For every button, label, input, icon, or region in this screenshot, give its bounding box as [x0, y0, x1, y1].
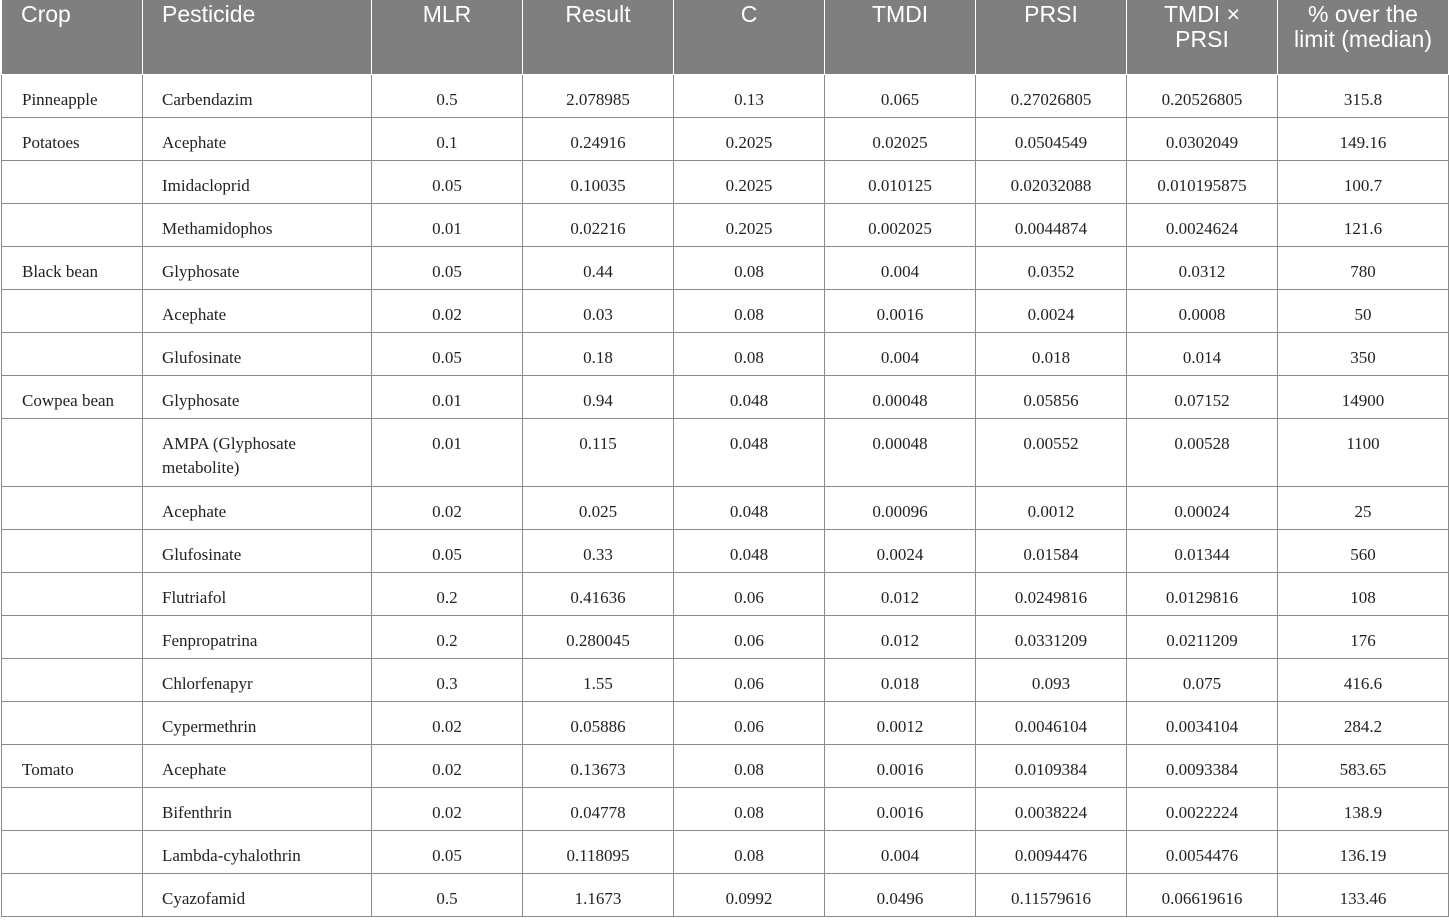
cell-result: 0.44	[523, 246, 674, 289]
cell-percent-over-limit: 136.19	[1278, 830, 1449, 873]
table-row	[2, 529, 1449, 572]
cell-result: 0.03	[523, 289, 674, 332]
cell-tmdi-x-prsi: 0.0129816	[1127, 572, 1278, 615]
cell-result: 1.1673	[523, 873, 674, 916]
table-header	[2, 0, 1449, 74]
table-row	[2, 246, 1449, 289]
cell-tmdi: 0.0016	[825, 289, 976, 332]
cell-crop	[2, 658, 143, 701]
cell-prsi: 0.05856	[976, 375, 1127, 418]
cell-c: 0.2025	[674, 203, 825, 246]
cell-prsi: 0.018	[976, 332, 1127, 375]
cell-crop	[2, 289, 143, 332]
header-prsi: PRSI	[976, 0, 1127, 74]
cell-tmdi: 0.012	[825, 572, 976, 615]
cell-crop	[2, 203, 143, 246]
cell-c: 0.06	[674, 572, 825, 615]
cell-c: 0.08	[674, 744, 825, 787]
cell-tmdi: 0.0496	[825, 873, 976, 916]
cell-tmdi-x-prsi: 0.01344	[1127, 529, 1278, 572]
cell-percent-over-limit: 138.9	[1278, 787, 1449, 830]
cell-tmdi-x-prsi: 0.00024	[1127, 486, 1278, 529]
cell-c: 0.06	[674, 701, 825, 744]
cell-pesticide: Bifenthrin	[143, 787, 372, 830]
cell-pesticide: Glyphosate	[143, 246, 372, 289]
cell-prsi: 0.0352	[976, 246, 1127, 289]
cell-tmdi: 0.00048	[825, 375, 976, 418]
cell-percent-over-limit: 560	[1278, 529, 1449, 572]
cell-percent-over-limit: 284.2	[1278, 701, 1449, 744]
cell-mlr: 0.2	[372, 572, 523, 615]
cell-percent-over-limit: 50	[1278, 289, 1449, 332]
cell-result: 0.115	[523, 418, 674, 486]
cell-mlr: 0.5	[372, 873, 523, 916]
cell-mlr: 0.01	[372, 375, 523, 418]
cell-mlr: 0.01	[372, 203, 523, 246]
cell-crop	[2, 615, 143, 658]
cell-pesticide: Acephate	[143, 117, 372, 160]
cell-result: 0.94	[523, 375, 674, 418]
cell-crop: Tomato	[2, 744, 143, 787]
cell-c: 0.06	[674, 658, 825, 701]
cell-crop	[2, 332, 143, 375]
cell-tmdi: 0.065	[825, 74, 976, 117]
cell-mlr: 0.5	[372, 74, 523, 117]
table-row	[2, 74, 1449, 117]
cell-result: 0.025	[523, 486, 674, 529]
cell-tmdi-x-prsi: 0.075	[1127, 658, 1278, 701]
table-row	[2, 160, 1449, 203]
header-percent-over-limit-line1: % over the	[1308, 1, 1418, 27]
cell-result: 0.04778	[523, 787, 674, 830]
cell-tmdi: 0.0016	[825, 744, 976, 787]
cell-tmdi: 0.002025	[825, 203, 976, 246]
cell-c: 0.2025	[674, 117, 825, 160]
cell-pesticide: Glufosinate	[143, 529, 372, 572]
cell-tmdi-x-prsi: 0.010195875	[1127, 160, 1278, 203]
cell-percent-over-limit: 133.46	[1278, 873, 1449, 916]
cell-crop	[2, 701, 143, 744]
cell-tmdi-x-prsi: 0.0211209	[1127, 615, 1278, 658]
cell-c: 0.08	[674, 289, 825, 332]
cell-tmdi: 0.0016	[825, 787, 976, 830]
cell-tmdi-x-prsi: 0.0054476	[1127, 830, 1278, 873]
cell-prsi: 0.02032088	[976, 160, 1127, 203]
cell-prsi: 0.01584	[976, 529, 1127, 572]
header-crop: Crop	[2, 0, 143, 74]
table-row	[2, 701, 1449, 744]
cell-pesticide: Glufosinate	[143, 332, 372, 375]
table-row	[2, 744, 1449, 787]
cell-pesticide: Carbendazim	[143, 74, 372, 117]
table-row	[2, 615, 1449, 658]
cell-c: 0.048	[674, 418, 825, 486]
cell-tmdi: 0.0012	[825, 701, 976, 744]
cell-percent-over-limit: 121.6	[1278, 203, 1449, 246]
cell-tmdi-x-prsi: 0.20526805	[1127, 74, 1278, 117]
cell-pesticide: Chlorfenapyr	[143, 658, 372, 701]
cell-mlr: 0.01	[372, 418, 523, 486]
header-c: C	[674, 0, 825, 74]
cell-tmdi-x-prsi: 0.014	[1127, 332, 1278, 375]
cell-crop	[2, 160, 143, 203]
cell-crop	[2, 787, 143, 830]
header-mlr: MLR	[372, 0, 523, 74]
cell-mlr: 0.05	[372, 830, 523, 873]
cell-tmdi: 0.018	[825, 658, 976, 701]
cell-prsi: 0.0504549	[976, 117, 1127, 160]
cell-percent-over-limit: 176	[1278, 615, 1449, 658]
table-row	[2, 418, 1449, 486]
cell-mlr: 0.02	[372, 787, 523, 830]
cell-tmdi-x-prsi: 0.07152	[1127, 375, 1278, 418]
cell-tmdi-x-prsi: 0.06619616	[1127, 873, 1278, 916]
cell-crop	[2, 572, 143, 615]
cell-mlr: 0.02	[372, 486, 523, 529]
cell-percent-over-limit: 780	[1278, 246, 1449, 289]
cell-tmdi: 0.02025	[825, 117, 976, 160]
cell-result: 0.05886	[523, 701, 674, 744]
cell-mlr: 0.1	[372, 117, 523, 160]
cell-pesticide: Fenpropatrina	[143, 615, 372, 658]
header-percent-over-limit-line2: limit (median)	[1293, 26, 1433, 52]
cell-c: 0.08	[674, 787, 825, 830]
cell-percent-over-limit: 583.65	[1278, 744, 1449, 787]
cell-prsi: 0.0331209	[976, 615, 1127, 658]
cell-percent-over-limit: 350	[1278, 332, 1449, 375]
cell-result: 0.02216	[523, 203, 674, 246]
table-row	[2, 375, 1449, 418]
header-result: Result	[523, 0, 674, 74]
table-body	[2, 74, 1449, 916]
table-row	[2, 332, 1449, 375]
cell-tmdi-x-prsi: 0.0022224	[1127, 787, 1278, 830]
header-tmdi-x-prsi-line2: PRSI	[1175, 26, 1229, 52]
cell-pesticide: AMPA (Glyphosate metabolite)	[143, 418, 372, 486]
cell-crop	[2, 486, 143, 529]
cell-result: 0.280045	[523, 615, 674, 658]
cell-prsi: 0.0109384	[976, 744, 1127, 787]
cell-pesticide: Acephate	[143, 744, 372, 787]
cell-mlr: 0.05	[372, 246, 523, 289]
cell-tmdi-x-prsi: 0.0093384	[1127, 744, 1278, 787]
cell-result: 0.118095	[523, 830, 674, 873]
cell-percent-over-limit: 100.7	[1278, 160, 1449, 203]
cell-c: 0.06	[674, 615, 825, 658]
cell-mlr: 0.02	[372, 744, 523, 787]
cell-c: 0.0992	[674, 873, 825, 916]
table-row	[2, 787, 1449, 830]
cell-tmdi-x-prsi: 0.0034104	[1127, 701, 1278, 744]
cell-tmdi: 0.00096	[825, 486, 976, 529]
cell-pesticide: Acephate	[143, 486, 372, 529]
cell-pesticide: Acephate	[143, 289, 372, 332]
cell-prsi: 0.0249816	[976, 572, 1127, 615]
cell-result: 0.10035	[523, 160, 674, 203]
cell-pesticide: Glyphosate	[143, 375, 372, 418]
table-row	[2, 572, 1449, 615]
cell-crop	[2, 529, 143, 572]
cell-percent-over-limit: 108	[1278, 572, 1449, 615]
cell-mlr: 0.05	[372, 332, 523, 375]
table-row	[2, 203, 1449, 246]
cell-prsi: 0.0012	[976, 486, 1127, 529]
cell-tmdi: 0.004	[825, 830, 976, 873]
cell-result: 0.41636	[523, 572, 674, 615]
table-row	[2, 830, 1449, 873]
cell-prsi: 0.0046104	[976, 701, 1127, 744]
cell-mlr: 0.05	[372, 160, 523, 203]
cell-percent-over-limit: 416.6	[1278, 658, 1449, 701]
cell-prsi: 0.27026805	[976, 74, 1127, 117]
cell-prsi: 0.11579616	[976, 873, 1127, 916]
cell-result: 0.13673	[523, 744, 674, 787]
cell-crop	[2, 873, 143, 916]
cell-tmdi: 0.004	[825, 246, 976, 289]
cell-tmdi-x-prsi: 0.0008	[1127, 289, 1278, 332]
cell-crop	[2, 418, 143, 486]
cell-prsi: 0.093	[976, 658, 1127, 701]
cell-tmdi-x-prsi: 0.0024624	[1127, 203, 1278, 246]
cell-percent-over-limit: 25	[1278, 486, 1449, 529]
cell-tmdi: 0.004	[825, 332, 976, 375]
cell-percent-over-limit: 149.16	[1278, 117, 1449, 160]
cell-tmdi-x-prsi: 0.0302049	[1127, 117, 1278, 160]
cell-tmdi: 0.010125	[825, 160, 976, 203]
cell-tmdi: 0.0024	[825, 529, 976, 572]
table-row	[2, 289, 1449, 332]
cell-result: 0.33	[523, 529, 674, 572]
cell-c: 0.08	[674, 246, 825, 289]
cell-c: 0.13	[674, 74, 825, 117]
cell-mlr: 0.02	[372, 289, 523, 332]
cell-pesticide: Cyazofamid	[143, 873, 372, 916]
cell-result: 0.18	[523, 332, 674, 375]
cell-crop: Pinneapple	[2, 74, 143, 117]
cell-crop: Cowpea bean	[2, 375, 143, 418]
cell-prsi: 0.0038224	[976, 787, 1127, 830]
cell-c: 0.048	[674, 375, 825, 418]
header-tmdi: TMDI	[825, 0, 976, 74]
cell-c: 0.08	[674, 332, 825, 375]
table-row	[2, 658, 1449, 701]
cell-mlr: 0.2	[372, 615, 523, 658]
cell-mlr: 0.02	[372, 701, 523, 744]
cell-prsi: 0.0044874	[976, 203, 1127, 246]
table-row	[2, 117, 1449, 160]
cell-crop: Black bean	[2, 246, 143, 289]
header-percent-over-limit	[1278, 0, 1449, 74]
cell-tmdi-x-prsi: 0.00528	[1127, 418, 1278, 486]
cell-tmdi-x-prsi: 0.0312	[1127, 246, 1278, 289]
cell-pesticide: Cypermethrin	[143, 701, 372, 744]
cell-c: 0.08	[674, 830, 825, 873]
cell-mlr: 0.3	[372, 658, 523, 701]
header-row	[2, 0, 1449, 74]
pesticide-risk-table	[1, 0, 1449, 917]
cell-prsi: 0.0024	[976, 289, 1127, 332]
cell-pesticide: Flutriafol	[143, 572, 372, 615]
header-pesticide: Pesticide	[143, 0, 372, 74]
cell-percent-over-limit: 14900	[1278, 375, 1449, 418]
cell-mlr: 0.05	[372, 529, 523, 572]
cell-result: 0.24916	[523, 117, 674, 160]
cell-c: 0.2025	[674, 160, 825, 203]
table-row	[2, 873, 1449, 916]
cell-result: 2.078985	[523, 74, 674, 117]
cell-prsi: 0.00552	[976, 418, 1127, 486]
cell-pesticide: Imidacloprid	[143, 160, 372, 203]
cell-pesticide: Lambda-cyhalothrin	[143, 830, 372, 873]
header-tmdi-x-prsi-line1: TMDI ×	[1163, 1, 1241, 27]
cell-result: 1.55	[523, 658, 674, 701]
cell-prsi: 0.0094476	[976, 830, 1127, 873]
header-tmdi-x-prsi	[1127, 0, 1278, 74]
cell-tmdi: 0.012	[825, 615, 976, 658]
cell-percent-over-limit: 315.8	[1278, 74, 1449, 117]
cell-percent-over-limit: 1100	[1278, 418, 1449, 486]
cell-crop: Potatoes	[2, 117, 143, 160]
cell-tmdi: 0.00048	[825, 418, 976, 486]
cell-pesticide: Methamidophos	[143, 203, 372, 246]
cell-c: 0.048	[674, 486, 825, 529]
cell-c: 0.048	[674, 529, 825, 572]
cell-crop	[2, 830, 143, 873]
table-row	[2, 486, 1449, 529]
